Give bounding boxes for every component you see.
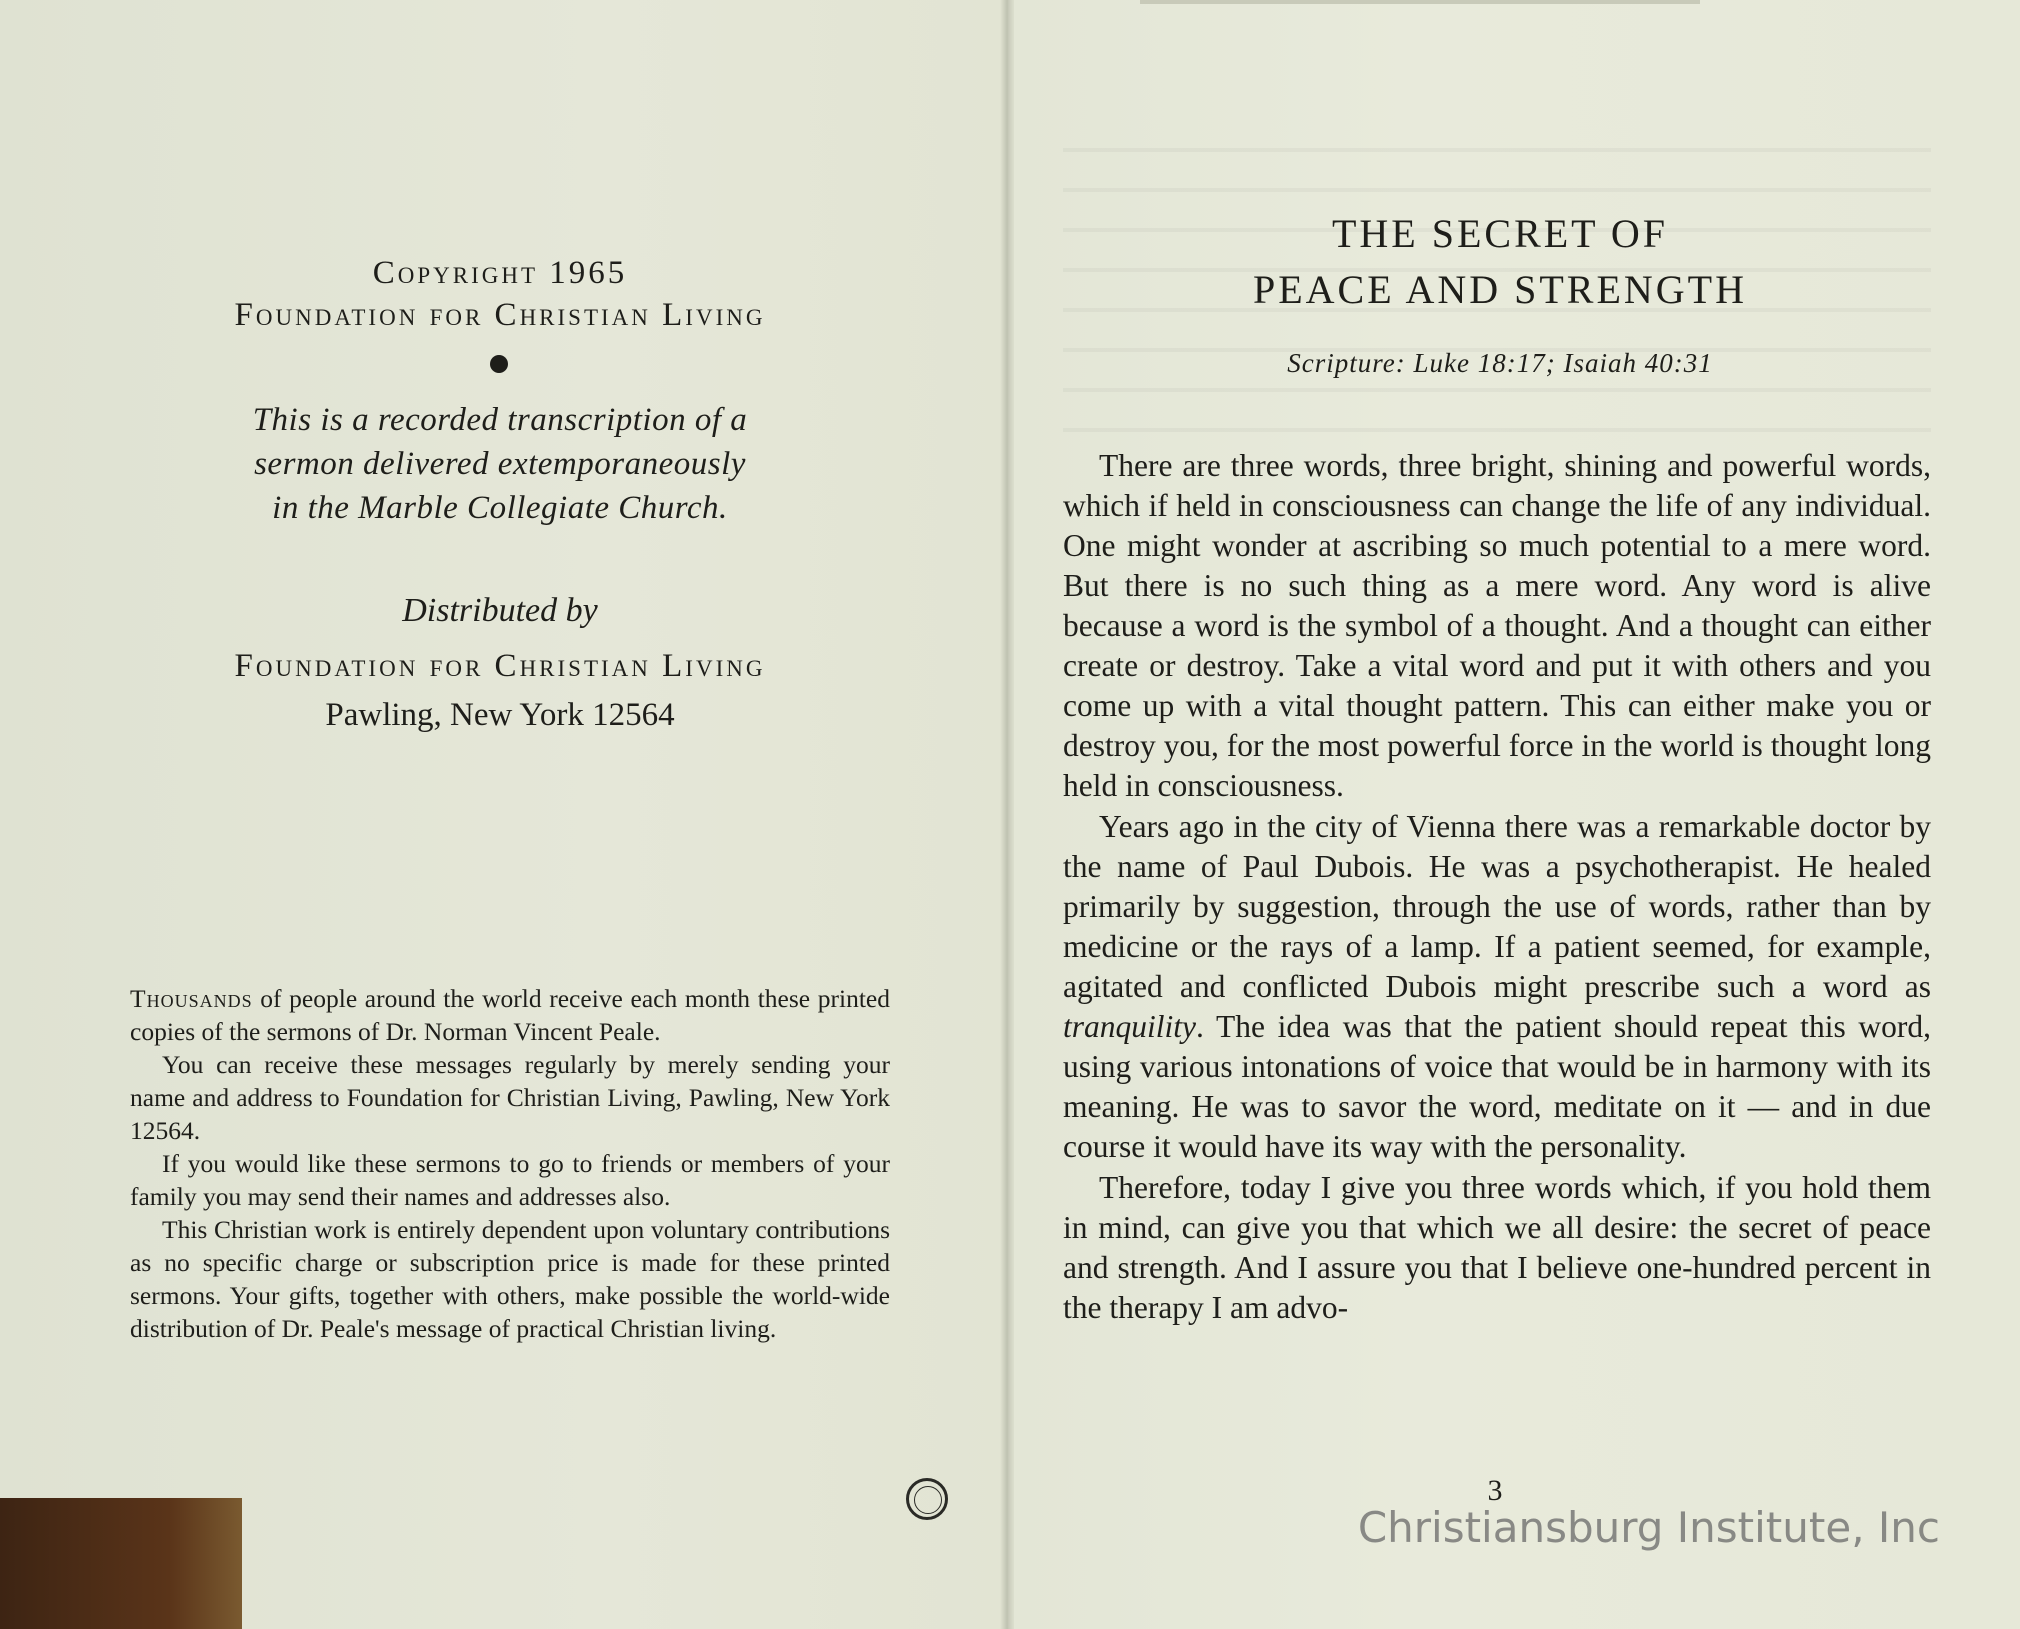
notice-paragraph: This Christian work is entirely dependent upon voluntary contributions as no specific charge or subscription price is made for these printed sermons. Your gifts, together with others, make possible the world-wide distribution of Dr. Peale's message of practical Christian living. (130, 1215, 890, 1343)
copyright-line: Copyright 1965 (372, 255, 628, 291)
page-edge-strip (1140, 0, 1700, 4)
subscription-notice (130, 982, 890, 1345)
transcription-note (150, 398, 850, 530)
page-number: 3 (1487, 1474, 1503, 1507)
title-line: PEACE AND STRENGTH (1252, 267, 1748, 312)
body-paragraph (1063, 807, 1931, 1167)
notice-paragraph: If you would like these sermons to go to friends or members of your family you may send their names and addresses also. (130, 1149, 890, 1211)
title-line: THE SECRET OF (1331, 211, 1669, 256)
italic-word: tranquility (1063, 1009, 1196, 1044)
foundation-line: Foundation for Christian Living (234, 297, 766, 333)
body-text-span: Years ago in the city of Vienna there was a remarkable doctor by the name of Paul Dubois. He was a psychotherapist. He healed primarily by suggestion, through the use of words, rather than by medicine or the rays of a lamp. If a patient seemed, for example, agitated and conflicted Dubois might prescribe such a word as (1063, 809, 1931, 1004)
body-paragraph: There are three words, three bright, shining and powerful words, which if held in consciousness can change the life of any individual. One might wonder at ascribing so much potential to a mere word. But there is no such thing as a mere word. Any word is alive because a word is the symbol of a thought. And a thought can either create or destroy. Take a vital word and put it with others and you come up with a vital thought pattern. This can either make you or destroy you, for the most powerful force in the world is thought long held in consciousness. (1063, 448, 1931, 803)
notice-lead-word: Thousands (130, 984, 253, 1013)
distributor-name: Foundation for Christian Living (234, 648, 766, 684)
watermark: Christiansburg Institute, Inc (1357, 1503, 1940, 1552)
bullet-dot (490, 355, 508, 373)
sermon-body (1063, 446, 1931, 1329)
notice-paragraph: You can receive these messages regularly by merely sending your name and address to Foundation for Christian Living, Pawling, New York 12564. (130, 1050, 890, 1145)
scripture-reference: Scripture: Luke 18:17; Isaiah 40:31 (1287, 348, 1713, 378)
transcription-line: sermon delivered extemporaneously (254, 446, 746, 482)
copyright-block (100, 252, 900, 336)
distributor-address: Pawling, New York 12564 (325, 697, 675, 733)
distributed-by: Distributed by (402, 592, 598, 629)
seal-ring (914, 1486, 942, 1514)
transcription-line: This is a recorded transcription of a (252, 402, 748, 438)
transcription-line: in the Marble Collegiate Church. (272, 490, 728, 526)
body-paragraph: Therefore, today I give you three words which, if you hold them in mind, can give you that which we all desire: the secret of peace and strength. And I assure you that I believe one-hundred percent in the therapy I am advo- (1063, 1170, 1931, 1325)
notice-paragraph-text: of people around the world receive each month these printed copies of the sermons of Dr. Norman Vincent Peale. (130, 984, 890, 1046)
sermon-title (1150, 206, 1850, 318)
printed-in-usa-seal-icon (906, 1478, 948, 1520)
binding-tab (0, 1498, 242, 1629)
body-text-span: . The idea was that the patient should repeat this word, using various intonations of voice that would be in harmony with its meaning. He was to savor the word, meditate on it — and in due course it would have its way with the personality. (1063, 1009, 1931, 1164)
notice-paragraph (130, 982, 890, 1048)
left-page (0, 0, 1008, 1629)
